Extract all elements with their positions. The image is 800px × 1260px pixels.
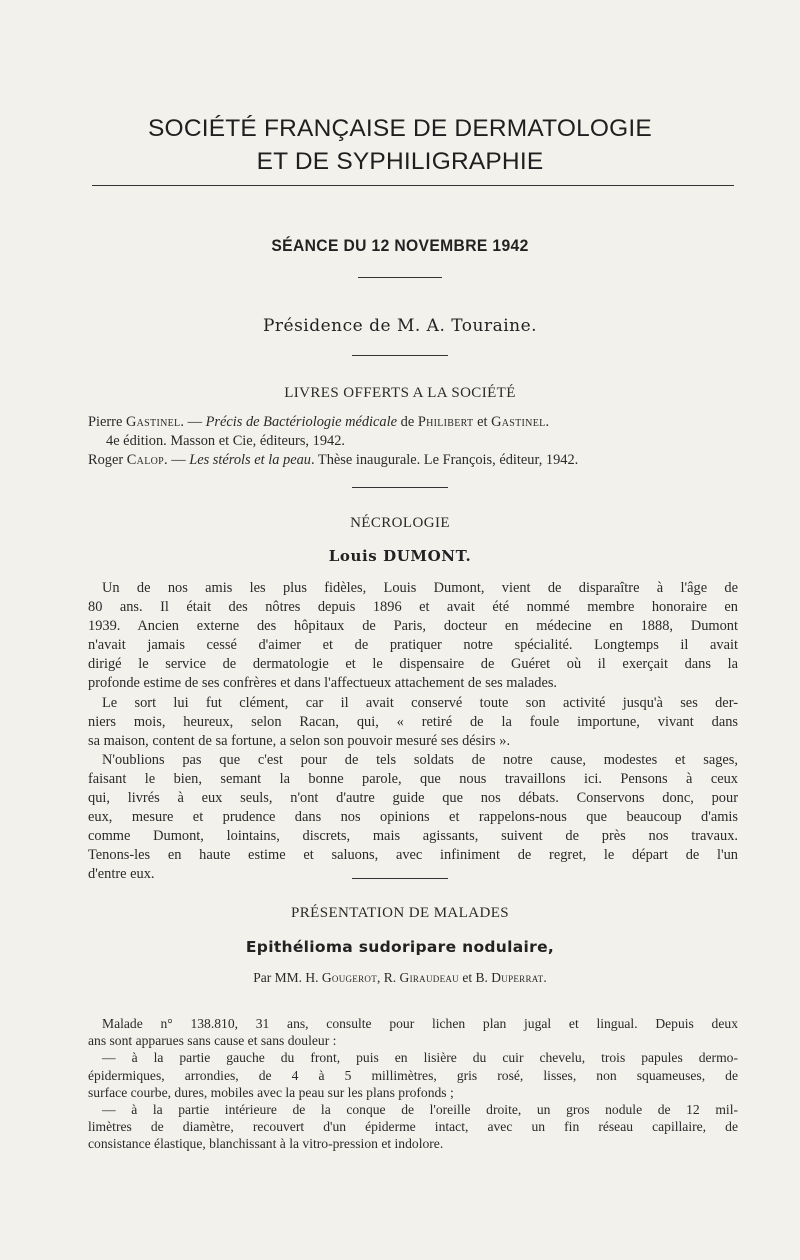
text-line: 80 ans. Il était des nôtres depuis 1896 et avait été nommé membre honoraire en bbox=[88, 599, 738, 616]
book-title: Les stérols et la peau bbox=[189, 452, 311, 468]
text-line: faisant le bien, semant la bonne parole, que nous travaillons ici. Pensons à ceux bbox=[88, 770, 738, 787]
author-3: Duperrat bbox=[491, 970, 544, 985]
text-line: n'avait jamais cessé d'aimer et de pratiquer notre spécialité. Longtemps il avait bbox=[88, 637, 738, 654]
book-entry-1-details: 4e édition. Masson et Cie, éditeurs, 1942. bbox=[106, 433, 346, 449]
society-title bbox=[0, 112, 800, 178]
text-line: qui, livrés à eux seuls, n'ont d'autre guide que nos débats. Conservons donc, pour bbox=[88, 790, 738, 807]
text-line: épidermiques, arrondies, de 4 à 5 millimètres, gris rosé, lisses, non squameuses, de bbox=[88, 1067, 738, 1083]
case-authors bbox=[0, 970, 800, 986]
case-title: Epithélioma sudoripare nodulaire, bbox=[245, 938, 555, 956]
necrologie-text bbox=[88, 579, 738, 885]
livres-heading: LIVRES OFFERTS A LA SOCIÉTÉ bbox=[284, 385, 516, 401]
connector-et: et bbox=[473, 414, 492, 430]
separator: . — bbox=[164, 452, 190, 468]
text-line: consistance élastique, blanchissant à la vitro-pression et indolore. bbox=[88, 1136, 444, 1152]
author-first-name: Pierre bbox=[88, 414, 126, 430]
text-line: niers mois, heureux, selon Racan, qui, « retiré de la foule importune, vivant dans bbox=[88, 713, 738, 730]
authors-sep: , R. bbox=[377, 970, 400, 985]
separator: . — bbox=[180, 414, 206, 430]
authors-sep: et B. bbox=[458, 970, 492, 985]
title-line-1: SOCIÉTÉ FRANÇAISE DE DERMATOLOGIE bbox=[148, 115, 652, 142]
text-line: eux, mesure et prudence dans nos opinions et rappelons-nous que beaucoup d'amis bbox=[88, 809, 738, 826]
coauthor-2: Gastinel bbox=[491, 414, 546, 430]
connector-de: de bbox=[397, 414, 418, 430]
text-line: Tenons-les en haute estime et saluons, avec infiniment de regret, le départ de l'un bbox=[88, 847, 738, 864]
book-details: . Thèse inaugurale. Le François, éditeur, 1942. bbox=[310, 452, 579, 468]
author-1: Gougerot bbox=[321, 970, 378, 985]
deceased-name: Louis DUMONT. bbox=[328, 547, 472, 565]
divider-3 bbox=[352, 487, 448, 488]
seance-heading: SÉANCE DU 12 NOVEMBRE 1942 bbox=[271, 236, 529, 255]
text-line: surface courbe, dures, mobiles avec la peau sur les plans profonds ; bbox=[88, 1084, 454, 1100]
author-last-name: Gastinel bbox=[125, 414, 181, 430]
text-line: dirigé le service de dermatologie et le dispensaire de Guéret où il exerçait dans la bbox=[88, 656, 738, 673]
text-line: — à la partie intérieure de la conque de l'oreille droite, un gros nodule de 12 mil- bbox=[102, 1102, 738, 1118]
text-line: Un de nos amis les plus fidèles, Louis Dumont, vient de disparaître à l'âge de bbox=[102, 580, 738, 596]
text-line: — à la partie gauche du front, puis en lisière du cuir chevelu, trois papules dermo- bbox=[102, 1050, 738, 1066]
header-rule bbox=[92, 185, 734, 186]
author-2: Giraudeau bbox=[399, 970, 459, 985]
coauthor-1: Philibert bbox=[417, 414, 474, 430]
text-line: N'oublions pas que c'est pour de tels soldats de notre cause, modestes et sages, bbox=[102, 751, 738, 768]
book-title: Précis de Bactériologie médicale bbox=[205, 414, 398, 430]
period: . bbox=[543, 970, 547, 985]
book-entry-1 bbox=[88, 413, 748, 432]
author-first-name: Roger bbox=[88, 452, 127, 468]
text-line: Le sort lui fut clément, car il avait conservé toute son activité jusqu'à ses der- bbox=[102, 694, 738, 711]
divider-2 bbox=[352, 355, 448, 356]
book-list bbox=[88, 413, 748, 470]
text-line: limètres de diamètre, recouvert d'un épiderme intact, avec un fin réseau capillaire, de bbox=[88, 1119, 738, 1135]
necrologie-heading: NÉCROLOGIE bbox=[350, 515, 450, 531]
text-line: d'entre eux. bbox=[88, 866, 155, 883]
divider-4 bbox=[352, 878, 448, 879]
authors-prefix: Par MM. H. bbox=[253, 970, 322, 985]
book-entry-2 bbox=[88, 451, 748, 470]
period: . bbox=[545, 414, 550, 430]
divider-1 bbox=[358, 277, 442, 278]
text-line: sa maison, content de sa fortune, a selon son pouvoir mesuré ses désirs ». bbox=[88, 732, 511, 749]
text-line: profonde estime de ses confrères et dans l'affectueux attachement de ses malades. bbox=[88, 675, 558, 692]
presentation-heading: PRÉSENTATION DE MALADES bbox=[291, 905, 509, 921]
text-line: comme Dumont, lointains, discrets, mais agissants, suivent de près nos travaux. bbox=[88, 828, 738, 845]
text-line: 1939. Ancien externe des hôpitaux de Paris, docteur en médecine en 1888, Dumont bbox=[88, 618, 738, 635]
case-text bbox=[88, 1015, 738, 1153]
presidence-line: Présidence de M. A. Touraine. bbox=[262, 316, 538, 336]
text-line: ans sont apparues sans cause et sans douleur : bbox=[88, 1033, 337, 1049]
text-line: Malade n° 138.810, 31 ans, consulte pour lichen plan jugal et lingual. Depuis deux bbox=[102, 1016, 738, 1031]
author-last-name: Calop bbox=[126, 452, 164, 468]
title-line-2: ET DE SYPHILIGRAPHIE bbox=[256, 148, 544, 175]
